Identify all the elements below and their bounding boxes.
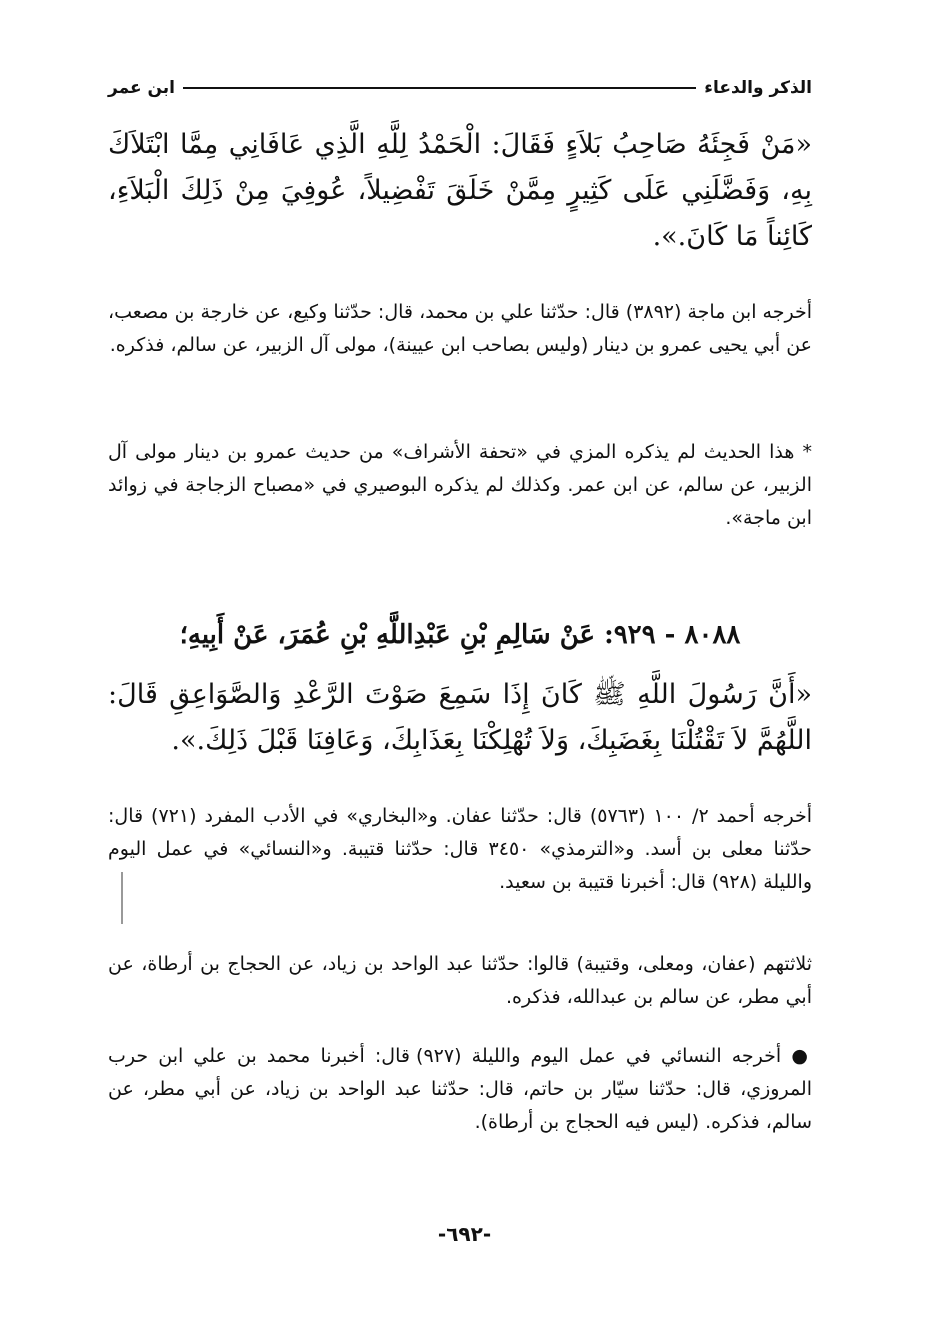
companion-name: ابن عمر [108,78,176,98]
margin-mark [121,872,123,924]
note-paragraph: أخرجه ابن ماجة (٣٨٩٢) قال: حدّثنا علي بن محمد، قال: حدّثنا وكيع، عن خارجة بن مصعب، عن أبي يحيى عمرو بن دينار (وليس بصاحب ابن عيينة)، مولى آل الزبير، عن سالم، فذكره. [108,301,812,356]
hadith-chain-title: ٨٠٨٨ - ٩٢٩: عَنْ سَالِمِ بْنِ عَبْدِاللَّهِ بْنِ عُمَرَ، عَنْ أَبِيهِ؛ [179,620,741,650]
page-number: -٦٩٢- [437,1222,492,1246]
chapter-title: الذكر والدعاء [704,78,812,98]
running-header [108,72,812,104]
hadith-number-heading [108,612,812,658]
note-paragraph: أخرجه أحمد ٢/ ١٠٠ (٥٧٦٣) قال: حدّثنا عفان. و«البخاري» في الأدب المفرد (٧٢١) قال: حدّثنا معلى بن أسد. و«الترمذي» ٣٤٥٠ قال: حدّثنا قتيبة. و«النسائي» في عمل اليوم والليلة (٩٢٨) قال: أخبرنا قتيبة بن سعيد. [108,805,813,893]
note-paragraph: * هذا الحديث لم يذكره المزي في «تحفة الأشراف» من حديث عمرو بن دينار مولى آل الزبير، عن سالم، عن ابن عمر. وكذلك لم يذكره البوصيري في «مصباح الزجاجة في زوائد ابن ماجة». [108,441,812,529]
header-rule [183,87,696,89]
note-paragraph: ● أخرجه النسائي في عمل اليوم والليلة (٩٢٧) قال: أخبرنا محمد بن علي ابن حرب المروزي، قال: حدّثنا سيّار بن حاتم، قال: حدّثنا عبد الواحد بن زياد، عن أبي مطر، عن سالم، فذكره. (ليس فيه الحجاج بن أرطاة). [108,1045,812,1133]
note-paragraph: ثلاثتهم (عفان، ومعلى، وقتيبة) قالوا: حدّثنا عبد الواحد بن زياد، عن الحجاج بن أرطاة، عن أبي مطر، عن سالم بن عبدالله، فذكره. [108,953,812,1008]
takhrij-note-3 [108,948,812,1014]
takhrij-note-4 [108,1040,812,1139]
takhrij-note-1 [108,296,812,362]
hadith-text-2 [108,672,812,764]
hadith-paragraph: «مَنْ فَجِئَهُ صَاحِبُ بَلاَءٍ فَقَالَ: الْحَمْدُ لِلَّهِ الَّذِي عَافَانِي مِمَّا ابْتَلاَكَ بِهِ، وَفَضَّلَنِي عَلَى كَثِيرٍ مِمَّنْ خَلَقَ تَفْضِيلاً، عُوفِيَ مِنْ ذَلِكَ الْبَلاَءِ، كَائِناً مَا كَانَ.». [108,129,812,252]
commentary-note-1 [108,436,812,535]
hadith-text-1 [108,122,812,260]
takhrij-note-2 [108,800,812,899]
hadith-paragraph: «أَنَّ رَسُولَ اللَّهِ ﷺ كَانَ إِذَا سَمِعَ صَوْتَ الرَّعْدِ وَالصَّوَاعِقِ قَالَ: اللَّهُمَّ لاَ تَقْتُلْنَا بِغَضَبِكَ، وَلاَ تُهْلِكْنَا بِعَذَابِكَ، وَعَافِنَا قَبْلَ ذَلِكَ.». [108,679,812,756]
